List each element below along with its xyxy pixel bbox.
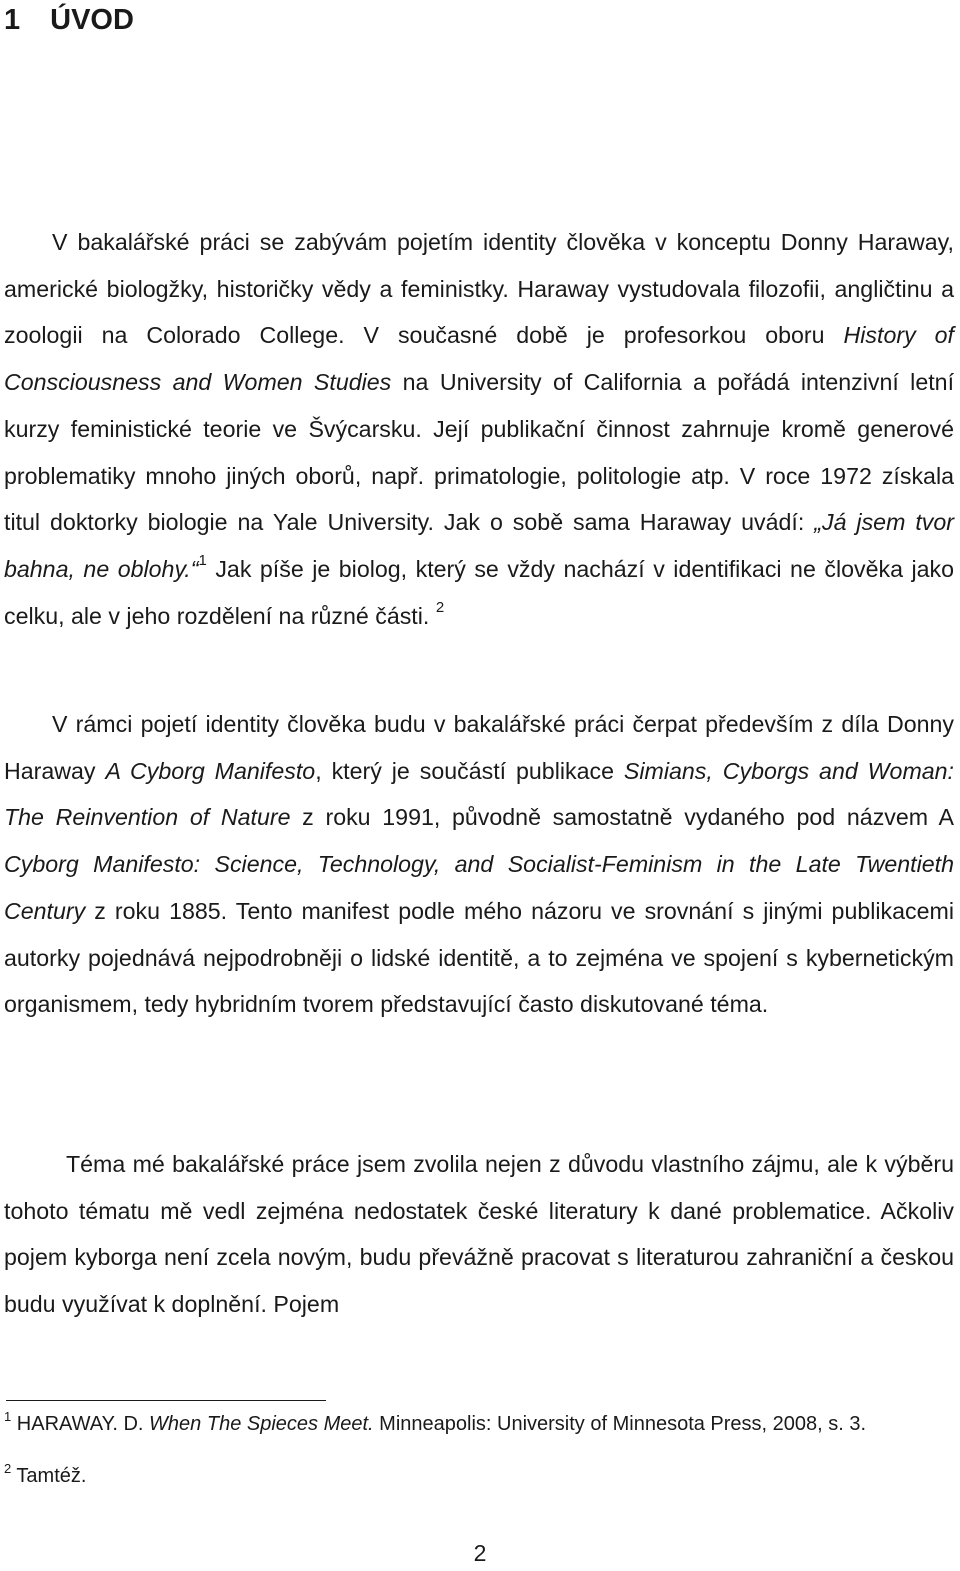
footnote-ref-1: 1 bbox=[198, 551, 207, 569]
paragraph-topic bbox=[4, 1141, 954, 1328]
p2-text-4: z roku 1885. Tento manifest podle mého názoru ve srovnání s jinými publikacemi autorky pojednává nejpodrobněji o lidské identitě, a to zejména ve spojení s kybernetickým organismem, tedy hybridním tvorem představující často diskutované téma. bbox=[4, 897, 954, 1018]
page-number: 2 bbox=[473, 1540, 487, 1566]
p2-text-3: z roku 1991, původně samostatně vydaného pod názvem A bbox=[290, 804, 954, 831]
p2-italic-title-3: Cyborg Manifesto: Science, Technology, and Socialist-Feminism in the Late Twentieth Century bbox=[4, 851, 954, 924]
p2-italic-title-1: A Cyborg Manifesto bbox=[105, 757, 316, 784]
p1-text-3: Jak píše je biolog, který se vždy nachází v identifikaci ne člověka jako celku, ale v jeho rozdělení na různé části. bbox=[4, 555, 954, 629]
footnote-1 bbox=[4, 1409, 954, 1436]
footnote-2-text: Tamtéž. bbox=[11, 1465, 87, 1487]
footnote-2 bbox=[4, 1461, 954, 1488]
paragraph-intro bbox=[4, 219, 954, 639]
p2-italic-title-2: Simians, Cyborgs and Woman: The Reinvention of Nature bbox=[4, 757, 954, 831]
p1-text-2: na University of California a pořádá intenzivní letní kurzy feministické teorie ve Švýcarsku. Její publikační činnost zahrnuje kromě generové problematiky mnoho jiných oborů, např. primatologie, politologie atp. V roce 1972 získala titul doktorky biologie na Yale University. Jak o sobě sama Haraway uvádí: bbox=[4, 369, 955, 536]
p1-italic-field: History of Consciousness and Women Studies bbox=[4, 322, 954, 396]
footnote-ref-2: 2 bbox=[435, 598, 445, 616]
chapter-title: ÚVOD bbox=[50, 4, 134, 36]
footnote-1-text-1: HARAWAY. D. bbox=[11, 1413, 150, 1435]
footnote-divider bbox=[6, 1400, 326, 1401]
p1-italic-quote: „Já jsem tvor bahna, ne oblohy.“ bbox=[4, 509, 954, 582]
p2-text-1: V rámci pojetí identity člověka budu v bakalářské práci čerpat především z díla Donny Haraway bbox=[4, 711, 954, 784]
footnote-1-number: 1 bbox=[4, 1409, 12, 1424]
p2-text-2: , který je součástí publikace bbox=[315, 757, 624, 784]
footnote-2-number: 2 bbox=[4, 1461, 12, 1476]
p1-text-1: V bakalářské práci se zabývám pojetím identity člověka v konceptu Donny Haraway, americké biologžky, historičky vědy a feministky. Haraway vystudovala filozofii, angličtinu a zoologii na Colorado College. V současné době je profesorkou oboru bbox=[4, 229, 954, 349]
footnote-1-title: When The Spieces Meet. bbox=[149, 1413, 374, 1435]
footnote-1-text-2: Minneapolis: University of Minnesota Press, 2008, s. 3. bbox=[373, 1413, 867, 1435]
p3-text: Téma mé bakalářské práce jsem zvolila nejen z důvodu vlastního zájmu, ale k výběru tohoto tématu mě vedl zejména nedostatek české literatury k dané problematice. Ačkoliv pojem kyborga není zcela novým, budu převážně pracovat s literaturou zahraniční a českou budu využívat k doplnění. Pojem bbox=[4, 1151, 954, 1318]
paragraph-sources bbox=[4, 701, 954, 1028]
chapter-heading bbox=[4, 2, 134, 38]
chapter-number: 1 bbox=[4, 4, 21, 36]
